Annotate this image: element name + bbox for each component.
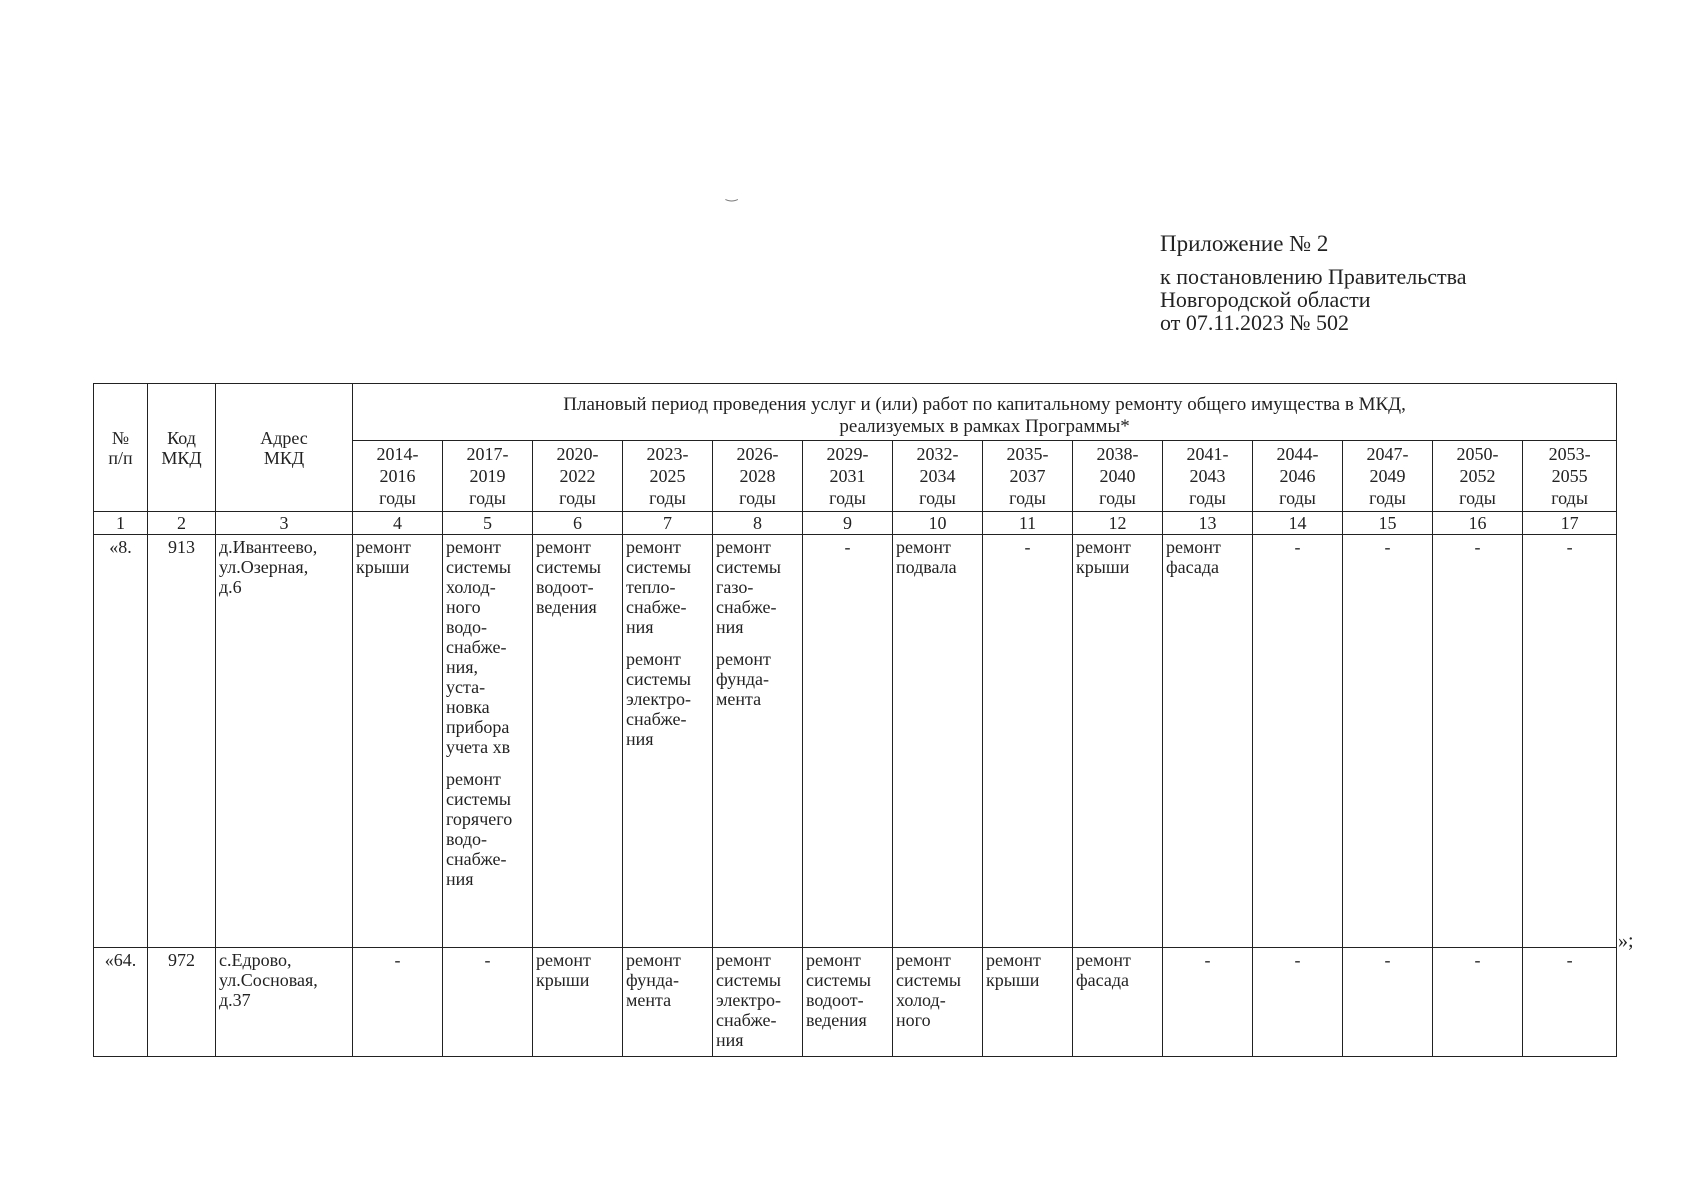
col-header-address: Адрес МКД — [216, 384, 353, 512]
work-cell — [1433, 948, 1523, 1057]
header-row-1 — [94, 384, 1617, 441]
work-cell — [803, 948, 893, 1057]
work-cell — [983, 535, 1073, 948]
appendix-title: Приложение № 2 — [1160, 231, 1329, 256]
work-item: - — [1384, 537, 1391, 557]
building-code: 972 — [148, 948, 216, 1057]
work-cell — [1253, 535, 1343, 948]
work-cell — [803, 535, 893, 948]
work-item: - — [1294, 950, 1301, 970]
work-item: ремонт крыши — [986, 950, 1041, 990]
document-header — [1160, 232, 1466, 334]
work-item: ремонт системы электро- снабже- ния — [716, 950, 781, 1050]
building-code: 913 — [148, 535, 216, 948]
work-cell — [1073, 948, 1163, 1057]
work-cell — [623, 535, 713, 948]
work-cell — [353, 948, 443, 1057]
work-cell — [893, 948, 983, 1057]
work-item: ремонт фунда- мента — [626, 950, 681, 1010]
year-header: 2035- 2037 годы — [983, 441, 1073, 512]
table-row — [94, 535, 1617, 948]
work-item: ремонт системы водоот- ведения — [806, 950, 871, 1030]
table-row — [94, 948, 1617, 1057]
work-item: ремонт фасада — [1166, 537, 1221, 577]
column-number: 13 — [1163, 512, 1253, 535]
column-number: 1 — [94, 512, 148, 535]
work-item: - — [1204, 950, 1211, 970]
work-cell — [443, 535, 533, 948]
work-cell — [443, 948, 533, 1057]
decree-line-2: Новгородской области — [1160, 287, 1371, 312]
building-address: с.Едрово, ул.Сосновая, д.37 — [216, 948, 353, 1057]
work-item: - — [1566, 537, 1573, 557]
work-item: ремонт системы горячего водо- снабже- ния — [446, 769, 513, 889]
year-header: 2029- 2031 годы — [803, 441, 893, 512]
work-item: - — [1384, 950, 1391, 970]
work-item: - — [484, 950, 491, 970]
year-header: 2047- 2049 годы — [1343, 441, 1433, 512]
work-item: - — [394, 950, 401, 970]
column-number: 15 — [1343, 512, 1433, 535]
work-item: ремонт системы тепло- снабже- ния — [626, 537, 691, 637]
work-item: ремонт крыши — [536, 950, 591, 990]
column-number: 3 — [216, 512, 353, 535]
column-number: 7 — [623, 512, 713, 535]
work-cell — [893, 535, 983, 948]
year-header: 2038- 2040 годы — [1073, 441, 1163, 512]
column-number: 6 — [533, 512, 623, 535]
work-cell — [353, 535, 443, 948]
work-item: - — [1474, 537, 1481, 557]
row-suffix: »; — [1618, 930, 1634, 952]
row-number: «8. — [94, 535, 148, 948]
row-number: «64. — [94, 948, 148, 1057]
col-header-period: Плановый период проведения услуг и (или) работ по капитальному ремонту общего имущества в МКД, реализуемых в рамках Программы* — [353, 384, 1617, 441]
decree-line-1: к постановлению Правительства — [1160, 264, 1467, 289]
work-cell — [713, 948, 803, 1057]
year-header: 2026- 2028 годы — [713, 441, 803, 512]
work-cell — [623, 948, 713, 1057]
column-number: 2 — [148, 512, 216, 535]
column-number: 8 — [713, 512, 803, 535]
year-header: 2014- 2016 годы — [353, 441, 443, 512]
column-number: 10 — [893, 512, 983, 535]
decree-line-3: от 07.11.2023 № 502 — [1160, 310, 1349, 335]
year-header: 2020- 2022 годы — [533, 441, 623, 512]
work-cell — [1523, 948, 1617, 1057]
work-cell — [533, 948, 623, 1057]
column-numbers-row — [94, 512, 1617, 535]
work-item: ремонт крыши — [1076, 537, 1131, 577]
work-cell — [1163, 948, 1253, 1057]
work-item: - — [1474, 950, 1481, 970]
work-item: ремонт системы холод- ного — [896, 950, 961, 1030]
year-header: 2032- 2034 годы — [893, 441, 983, 512]
year-header: 2023- 2025 годы — [623, 441, 713, 512]
work-cell — [1253, 948, 1343, 1057]
repair-schedule-table — [93, 383, 1617, 1057]
column-number: 9 — [803, 512, 893, 535]
year-header: 2050- 2052 годы — [1433, 441, 1523, 512]
work-cell — [1343, 948, 1433, 1057]
scan-speck: ‿ — [726, 187, 738, 202]
col-header-no: № п/п — [94, 384, 148, 512]
column-number: 5 — [443, 512, 533, 535]
work-cell — [1343, 535, 1433, 948]
work-item: ремонт фасада — [1076, 950, 1131, 990]
year-header: 2041- 2043 годы — [1163, 441, 1253, 512]
work-cell — [1433, 535, 1523, 948]
work-item: ремонт подвала — [896, 537, 957, 577]
work-item: - — [844, 537, 851, 557]
work-cell — [533, 535, 623, 948]
work-cell — [1073, 535, 1163, 948]
work-item: - — [1294, 537, 1301, 557]
col-header-code: Код МКД — [148, 384, 216, 512]
work-cell — [1163, 535, 1253, 948]
work-item: ремонт системы водоот- ведения — [536, 537, 601, 617]
work-item: - — [1024, 537, 1031, 557]
work-cell — [983, 948, 1073, 1057]
work-cell — [1523, 535, 1617, 948]
column-number: 4 — [353, 512, 443, 535]
work-item: ремонт фунда- мента — [716, 649, 771, 709]
column-number: 17 — [1523, 512, 1617, 535]
work-item: ремонт крыши — [356, 537, 411, 577]
work-item: ремонт системы газо- снабже- ния — [716, 537, 781, 637]
column-number: 16 — [1433, 512, 1523, 535]
year-header: 2044- 2046 годы — [1253, 441, 1343, 512]
work-item: ремонт системы холод- ного водо- снабже- ния, уста- новка прибора учета хв — [446, 537, 511, 757]
work-item: ремонт системы электро- снабже- ния — [626, 649, 691, 749]
column-number: 11 — [983, 512, 1073, 535]
year-header: 2017- 2019 годы — [443, 441, 533, 512]
building-address: д.Ивантеево, ул.Озерная, д.6 — [216, 535, 353, 948]
column-number: 12 — [1073, 512, 1163, 535]
year-header: 2053- 2055 годы — [1523, 441, 1617, 512]
work-cell — [713, 535, 803, 948]
work-item: - — [1566, 950, 1573, 970]
column-number: 14 — [1253, 512, 1343, 535]
